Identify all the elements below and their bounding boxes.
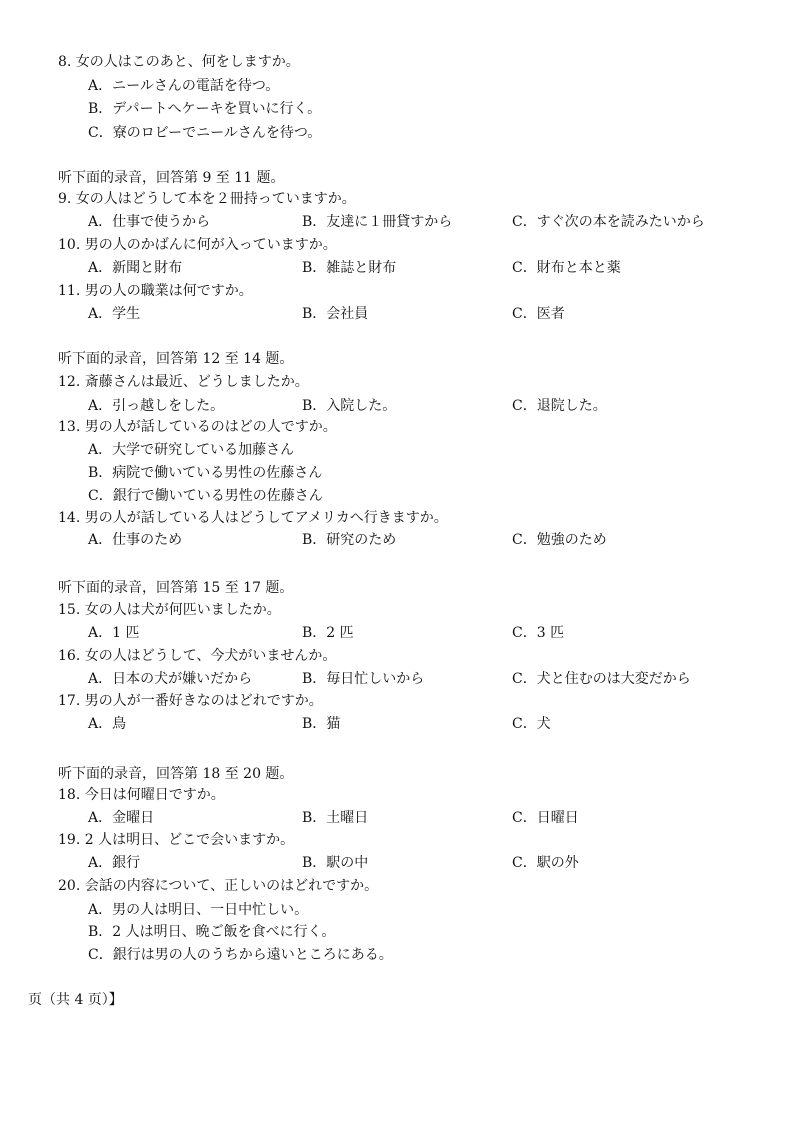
question-14-stem: 14. 男の人が話している人はどうしてアメリカへ行きますか。: [58, 510, 448, 526]
question-17-option-c: C．犬: [512, 716, 551, 732]
question-9-option-c: C．すぐ次の本を読みたいから: [512, 214, 705, 230]
question-20-option-c: C．銀行は男の人のうちから遠いところにある。: [88, 947, 393, 963]
question-10-option-a: A．新聞と財布: [88, 260, 183, 276]
question-15-option-c: C．3 匹: [512, 625, 565, 641]
question-16-option-c: C．犬と住むのは大変だから: [512, 671, 691, 687]
question-10-option-c: C．財布と本と薬: [512, 260, 621, 276]
question-14-option-a: A．仕事のため: [88, 532, 183, 548]
page-footer: 页（共 4 页）】: [28, 992, 123, 1008]
question-17-stem: 17. 男の人が一番好きなのはどれですか。: [58, 693, 323, 709]
question-10-stem: 10. 男の人のかばんに何が入っていますか。: [58, 237, 337, 253]
question-12-option-c: C．退院した。: [512, 398, 607, 414]
question-20-option-b: B．2 人は明日、晩ご飯を食べに行く。: [88, 924, 336, 940]
question-16-option-a: A．日本の犬が嫌いだから: [88, 671, 253, 687]
section-instruction-12-14: 听下面的录音，回答第 12 至 14 题。: [58, 351, 294, 367]
question-13-stem: 13. 男の人が話しているのはどの人ですか。: [58, 419, 337, 435]
question-14-option-c: C．勉強のため: [512, 532, 607, 548]
question-11-option-a: A．学生: [88, 306, 141, 322]
question-13-option-a: A．大学で研究している加藤さん: [88, 442, 295, 458]
question-20-stem: 20. 会話の内容について、正しいのはどれですか。: [58, 878, 379, 894]
question-19-option-b: B．駅の中: [302, 855, 369, 871]
question-10-option-b: B．雑誌と財布: [302, 260, 397, 276]
question-20-option-a: A．男の人は明日、一日中忙しい。: [88, 902, 309, 918]
question-18-stem: 18. 今日は何曜日ですか。: [58, 787, 225, 803]
question-9-option-a: A．仕事で使うから: [88, 214, 211, 230]
question-17-option-a: A．鳥: [88, 716, 127, 732]
section-instruction-15-17: 听下面的录音，回答第 15 至 17 题。: [58, 580, 294, 596]
question-8-option-c: C．寮のロビーでニールさんを待つ。: [88, 125, 322, 141]
question-19-stem: 19. 2 人は明日、どこで会いますか。: [58, 832, 295, 848]
question-15-option-a: A．1 匹: [88, 625, 140, 641]
question-12-stem: 12. 斎藤さんは最近、どうしましたか。: [58, 374, 309, 390]
question-15-option-b: B．2 匹: [302, 625, 354, 641]
question-15-stem: 15. 女の人は犬が何匹いましたか。: [58, 602, 281, 618]
question-18-option-b: B．土曜日: [302, 810, 369, 826]
question-12-option-a: A．引っ越しをした。: [88, 398, 225, 414]
question-9-option-b: B．友達に１冊貸すから: [302, 214, 453, 230]
question-16-stem: 16. 女の人はどうして、今犬がいませんか。: [58, 648, 337, 664]
section-instruction-18-20: 听下面的录音，回答第 18 至 20 题。: [58, 766, 294, 782]
question-16-option-b: B．毎日忙しいから: [302, 671, 425, 687]
question-13-option-c: C．銀行で働いている男性の佐藤さん: [88, 488, 323, 504]
question-8-option-a: A．ニールさんの電話を待つ。: [88, 78, 280, 94]
question-19-option-a: A．銀行: [88, 855, 141, 871]
question-11-option-c: C．医者: [512, 306, 565, 322]
question-18-option-c: C．日曜日: [512, 810, 579, 826]
question-14-option-b: B．研究のため: [302, 532, 397, 548]
question-19-option-c: C．駅の外: [512, 855, 579, 871]
question-8-stem: 8. 女の人はこのあと、何をしますか。: [58, 54, 300, 70]
section-instruction-9-11: 听下面的录音，回答第 9 至 11 题。: [58, 170, 285, 186]
question-12-option-b: B．入院した。: [302, 398, 397, 414]
question-13-option-b: B．病院で働いている男性の佐藤さん: [88, 465, 323, 481]
question-18-option-a: A．金曜日: [88, 810, 155, 826]
question-11-stem: 11. 男の人の職業は何ですか。: [58, 283, 253, 299]
question-11-option-b: B．会社員: [302, 306, 369, 322]
question-8-option-b: B．デパートへケーキを買いに行く。: [88, 101, 322, 117]
question-9-stem: 9. 女の人はどうして本を２冊持っていますか。: [58, 191, 356, 207]
question-17-option-b: B．猫: [302, 716, 341, 732]
